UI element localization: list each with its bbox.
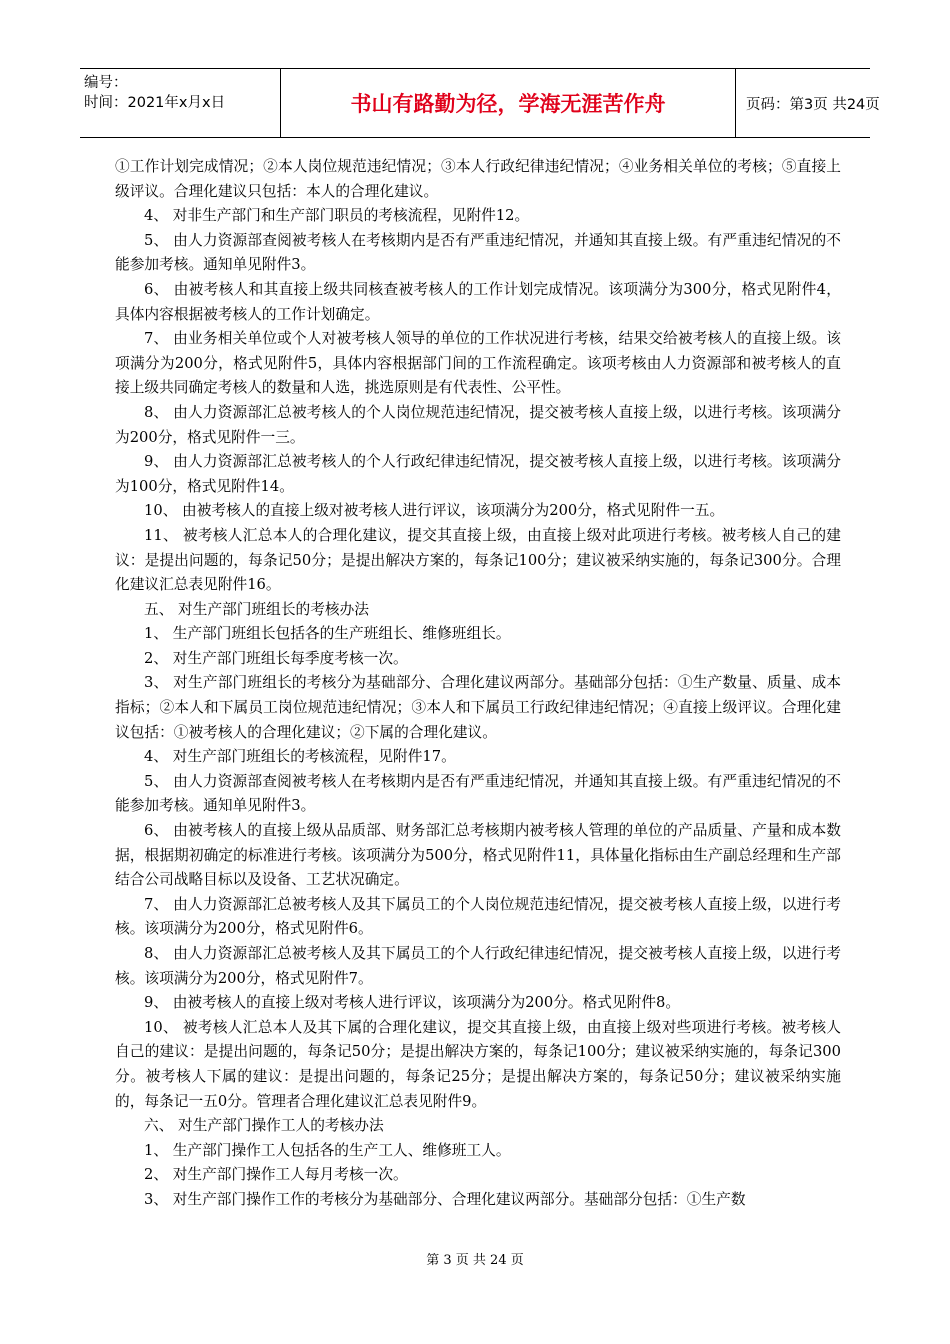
paragraph: 10、 被考核人汇总本人及其下属的合理化建议，提交其直接上级，由直接上级对些项进行考核。被考核人自己的建议：是提出问题的，每条记50分；是提出解决方案的，每条记100分；建议被采纳实施的，每条记300分。被考核人下属的建议：是提出问题的，每条记25分；是提出解决方案的，每条记50分；建议被采纳实施的，每条记一五0分。管理者合理化建议汇总表见附件9。 — [115, 1018, 841, 1110]
paragraph: 9、 由被考核人的直接上级对考核人进行评议，该项满分为200分。格式见附件8。 — [144, 994, 681, 1012]
paragraph: 10、 由被考核人的直接上级对被考核人进行评议，该项满分为200分，格式见附件一五。 — [144, 502, 725, 520]
paragraph: 6、 由被考核人的直接上级从品质部、财务部汇总考核期内被考核人管理的单位的产品质量、产量和成本数据，根据期初确定的标准进行考核。该项满分为500分，格式见附件11，具体量化指标由生产副总经理和生产部结合公司战略目标以及设备、工艺状况确定。 — [115, 822, 841, 889]
paragraph: 4、 对生产部门班组长的考核流程，见附件17。 — [144, 748, 456, 766]
paragraph: 6、 由被考核人和其直接上级共同核查被考核人的工作计划完成情况。该项满分为300分，格式见附件4，具体内容根据被考核人的工作计划确定。 — [115, 280, 841, 323]
paragraph: 9、 由人力资源部汇总被考核人的个人行政纪律违纪情况，提交被考核人直接上级，以进行考核。该项满分为100分，格式见附件14。 — [115, 453, 841, 495]
section-heading: 六、 对生产部门操作工人的考核办法 — [144, 1117, 384, 1135]
doc-date-label: 时间：2021年x月x日 — [84, 95, 226, 111]
page-header — [80, 68, 880, 138]
paragraph: 3、 对生产部门操作工作的考核分为基础部分、合理化建议两部分。基础部分包括：①生产数 — [144, 1190, 746, 1208]
paragraph: 1、 生产部门班组长包括各的生产班组长、维修班组长。 — [144, 625, 511, 643]
header-page-info: 页码：第3页 共24页 — [746, 96, 880, 113]
paragraph: 4、 对非生产部门和生产部门职员的考核流程，见附件12。 — [144, 207, 530, 225]
paragraph: ①工作计划完成情况；②本人岗位规范违纪情况；③本人行政纪律违纪情况；④业务相关单位的考核；⑤直接上级评议。合理化建议只包括：本人的合理化建议。 — [115, 158, 841, 200]
section-heading: 五、 对生产部门班组长的考核办法 — [144, 600, 369, 618]
paragraph: 8、 由人力资源部汇总被考核人及其下属员工的个人行政纪律违纪情况，提交被考核人直接上级，以进行考核。该项满分为200分，格式见附件7。 — [115, 945, 841, 987]
paragraph: 5、 由人力资源部查阅被考核人在考核期内是否有严重违纪情况，并通知其直接上级。有严重违纪情况的不能参加考核。通知单见附件3。 — [115, 231, 841, 274]
paragraph: 2、 对生产部门班组长每季度考核一次。 — [144, 649, 408, 667]
doc-number-label: 编号： — [84, 75, 128, 91]
paragraph: 7、 由业务相关单位或个人对被考核人领导的单位的工作状况进行考核，结果交给被考核人的直接上级。该项满分为200分，格式见附件5，具体内容根据部门间的工作流程确定。该项考核由人力资源部和被考核人的直接上级共同确定考核人的数量和人选，挑选原则是有代表性、公平性。 — [115, 330, 841, 397]
paragraph: 1、 生产部门操作工人包括各的生产工人、维修班工人。 — [144, 1141, 511, 1159]
paragraph: 5、 由人力资源部查阅被考核人在考核期内是否有严重违纪情况，并通知其直接上级。有严重违纪情况的不能参加考核。通知单见附件3。 — [115, 772, 841, 815]
paragraph: 3、 对生产部门班组长的考核分为基础部分、合理化建议两部分。基础部分包括：①生产数量、质量、成本指标；②本人和下属员工岗位规范违纪情况；③本人和下属员工行政纪律违纪情况；④直接上级评议。合理化建议包括：①被考核人的合理化建议；②下属的合理化建议。 — [115, 674, 841, 741]
document-body — [115, 155, 841, 1213]
page-footer: 第 3 页 共 24 页 — [426, 1253, 524, 1268]
paragraph: 2、 对生产部门操作工人每月考核一次。 — [144, 1166, 408, 1184]
header-motto: 书山有路勤为径，学海无涯苦作舟 — [281, 69, 736, 137]
paragraph: 11、 被考核人汇总本人的合理化建议，提交其直接上级，由直接上级对此项进行考核。被考核人自己的建议：是提出问题的，每条记50分；是提出解决方案的，每条记100分；建议被采纳实施的，每条记300分。合理化建议汇总表见附件16。 — [115, 526, 841, 594]
header-meta — [80, 69, 281, 137]
paragraph: 7、 由人力资源部汇总被考核人及其下属员工的个人岗位规范违纪情况，提交被考核人直接上级，以进行考核。该项满分为200分，格式见附件6。 — [115, 895, 841, 938]
paragraph: 8、 由人力资源部汇总被考核人的个人岗位规范违纪情况，提交被考核人直接上级，以进行考核。该项满分为200分，格式见附件一三。 — [115, 403, 841, 446]
